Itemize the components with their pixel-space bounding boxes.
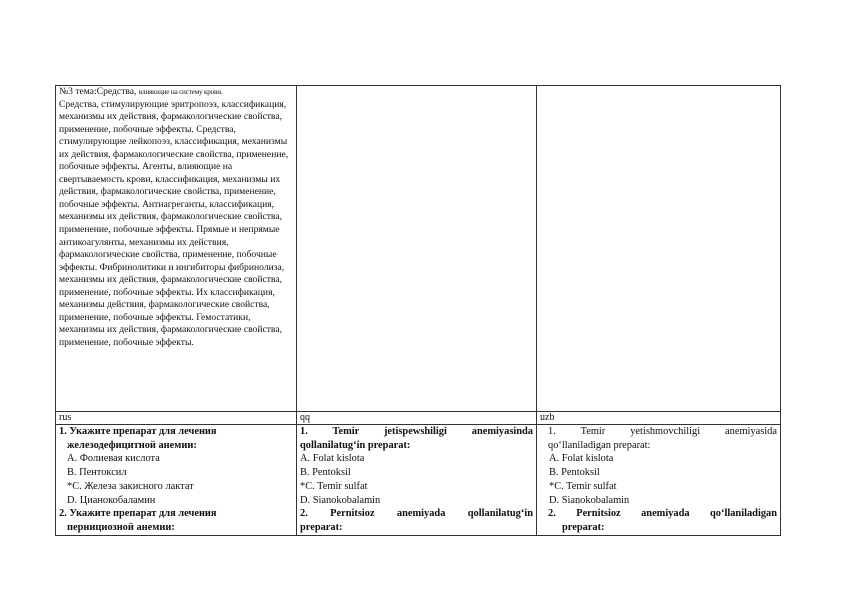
language-label-rus: rus: [56, 412, 297, 425]
option: D. Цианокобаламин: [67, 494, 156, 506]
topic-title-small: влияющие на систему крови.: [138, 88, 223, 96]
option: *С. Железа закисного лактат: [67, 480, 194, 492]
questions-rus: [56, 425, 297, 536]
option: A. Folat kislota: [549, 453, 614, 465]
question-2-line1: 2. Pernitsioz anemiyada qo‘llaniladigan: [548, 508, 777, 520]
topic-body: Средства, стимулирующие эритропоэз, классификация, механизмы их действия, фармакологические свойства, применение, побочные эффекты. Средства, стимулирующие лейкопоэз, классификация, механизмы их действия, фармакологические свойства, применение, побочные эффекты. Агенты, влияющие на свертываемость крови, классификация, механизмы их действия, фармакологические свойства, применение, побочные эффекты. Антиагреганты, классификация, механизмы их действия, фармакологические свойства, применение, побочные эффекты. Прямые и непрямые антикоагулянты, механизмы их действия, фармакологические свойства, применение, побочные эффекты. Фибринолитики и ингибиторы фибринолиза, механизмы их действия, фармакологические свойства, применение, побочные эффекты. Их классификация, механизмы действия, фармакологические свойства, применение, побочные эффекты. Гемостатики, механизмы их действия, фармакологические свойства, применение, побочные эффекты.: [59, 98, 289, 348]
empty-cell-qq: [297, 86, 537, 412]
option: *C. Temir sulfat: [549, 480, 617, 492]
questions-qq: [297, 425, 537, 536]
option: A. Folat kislota: [300, 453, 365, 465]
option: *C. Temir sulfat: [300, 480, 368, 492]
option: А. Фолиевая кислота: [67, 453, 160, 465]
option: B. Pentoksil: [300, 467, 351, 479]
question-1: [59, 425, 293, 452]
question-1-line2: qo‘llaniladigan preparat:: [548, 439, 651, 451]
option: B. Pentoksil: [549, 467, 600, 479]
option: D. Sianokobalamin: [300, 494, 381, 506]
document-table: [55, 85, 781, 536]
option: D. Sianokobalamin: [549, 494, 630, 506]
empty-cell-uzb: [537, 86, 781, 412]
language-label-uzb: uzb: [537, 412, 781, 425]
questions-row: [56, 425, 781, 536]
question-2: [59, 507, 293, 534]
option: В. Пентоксил: [67, 467, 127, 479]
question-2-line2: preparat:: [300, 521, 343, 533]
question-2-line2: пернициозной анемии:: [67, 521, 175, 533]
language-row: [56, 412, 781, 425]
question-2-line1: 2. Pernitsioz anemiyada qollanilatug‘in: [300, 508, 533, 520]
question-2-line1: 2. Укажите препарат для лечения: [59, 508, 217, 520]
question-1-line1: 1. Укажите препарат для лечения: [59, 426, 217, 437]
questions-uzb: [537, 425, 781, 536]
question-1-line1: 1. Temir yetishmovchiligi anemiyasida: [548, 426, 777, 437]
question-1-line2: железодефицитной анемии:: [67, 439, 197, 451]
question-1-line1: 1. Temir jetispewshiligi anemiyasinda: [300, 426, 533, 437]
topic-title: №3 тема:Средства,: [59, 86, 139, 97]
topic-cell: [56, 86, 297, 412]
topic-row: [56, 86, 781, 412]
language-label-qq: qq: [297, 412, 537, 425]
question-1-line2: qollanilatug‘in preparat:: [300, 439, 411, 451]
question-2-line2: preparat:: [562, 521, 605, 533]
